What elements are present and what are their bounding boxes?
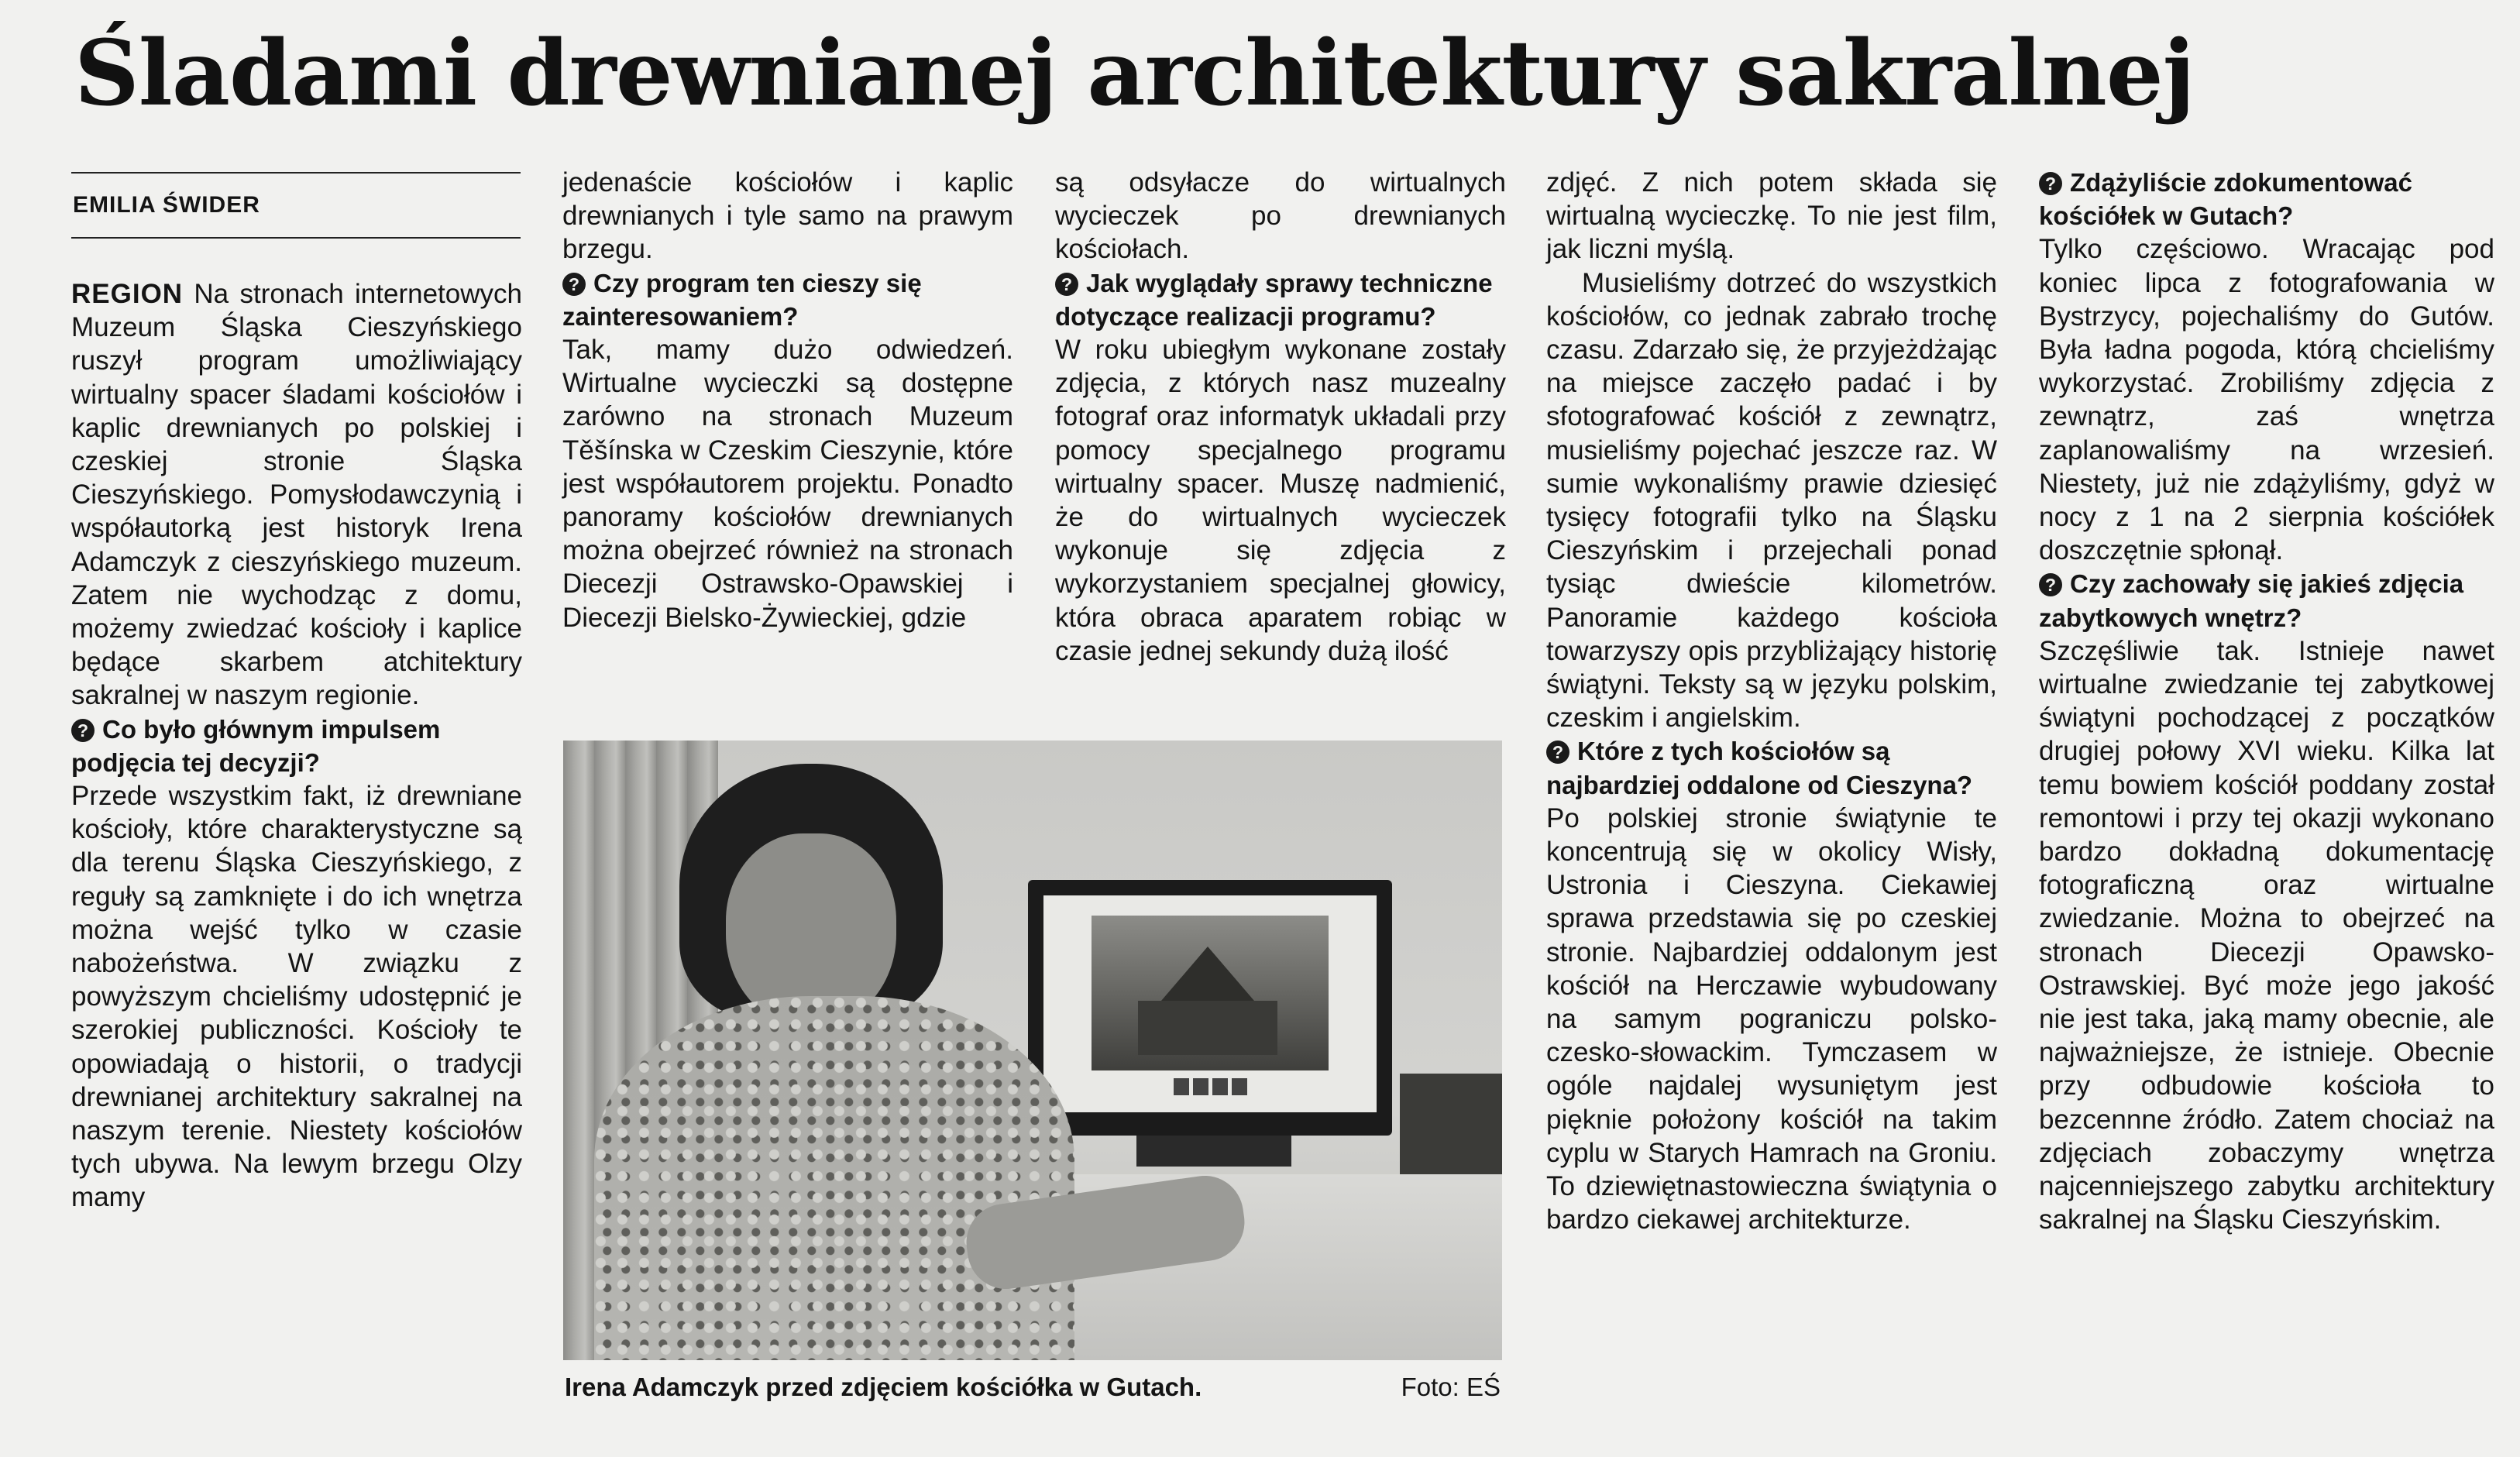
- question-3: [1055, 266, 1506, 333]
- answer-6: Szczęśliwie tak. Istnieje nawet wirtualne zwiedzanie tej zabytkowej świątyni pochodzącej z początków drugiej połowy XVI wieku. Kilka lat temu bowiem kościół poddany został remontowi i przy tej okazji wykonano bardzo dokładną dokumentację fotograficzną oraz wirtualne zwiedzanie. Można to obejrzeć na stronach Diecezji Opawsko-Ostrawskiej. Być może jego jakość nie jest taka, jaką mamy obecnie, ale najważniejsze, że istnieje. Obecnie przy odbudowie kościoła to bezcennne źródło. Zatem chociaż na zdjęciach zobaczymy wnętrza najcenniejszego zabytku architektury sakralnej na Śląsku Cieszyńskim.: [2039, 635, 2494, 1235]
- answer-2-continuation: są odsyłacze do wirtualnych wycieczek po drewnianych kościołach.: [1055, 167, 1506, 265]
- headline: Śladami drewnianej architektury sakralnej: [74, 21, 2195, 126]
- question-4-text: Które z tych kościołów są najbardziej oddalone od Cieszyna?: [1546, 737, 1973, 799]
- photo-irena-adamczyk: [563, 741, 1502, 1360]
- photo-person-body: [594, 996, 1074, 1360]
- question-4: [1546, 734, 1997, 801]
- question-mark-icon: ?: [2039, 172, 2062, 195]
- answer-1: Przede wszystkim fakt, iż drewniane kościoły, które charakterystyczne są dla terenu Śląska Cieszyńskiego, z reguły są zamknięte i do ich wnętrza można wejść tylko w czasie nabożeństwa. W związku z powyższym chcieliśmy udostępnić je szerokiej publiczności. Kościoły te opowiadają o historii, o tradycji drewnianej architektury sakralnej na naszym terenie. Niestety kościołów tych ubywa. Na lewym brzegu Olzy mamy: [71, 781, 522, 1213]
- column-3: [1055, 166, 1506, 668]
- byline-bottom-rule: [71, 237, 521, 239]
- question-1: [71, 713, 522, 779]
- question-2-text: Czy program ten cieszy się zainteresowaniem?: [562, 268, 922, 331]
- question-mark-icon: ?: [1055, 273, 1078, 296]
- photo-church-image: [1092, 916, 1329, 1070]
- question-mark-icon: ?: [71, 719, 95, 742]
- answer-5: Tylko częściowo. Wracając pod koniec lipca z fotografowania w Bystrzycy, pojechaliśmy do Gutów. Była ładna pogoda, którą chcieliśmy wykorzystać. Zrobiliśmy zdjęcia z zewnątrz, zaś wnętrza zaplanowaliśmy na wrzesień. Niestety, już nie zdążyliśmy, gdyż w nocy z 1 na 2 sierpnia kościółek doszczętnie spłonął.: [2039, 234, 2494, 566]
- church-roof-shape: [1161, 947, 1254, 1001]
- question-5-text: Zdążyliście zdokumentować kościółek w Gutach?: [2039, 168, 2412, 231]
- photo-thumbnails: [1174, 1078, 1251, 1095]
- question-1-text: Co było głównym impulsem podjęcia tej decyzji?: [71, 714, 441, 777]
- column-2: [562, 166, 1013, 634]
- question-3-text: Jak wyglądały sprawy techniczne dotyczące realizacji programu?: [1055, 268, 1493, 331]
- lead-paragraph: [71, 277, 522, 713]
- region-label: REGION: [71, 279, 184, 309]
- answer-1-continuation: jedenaście kościołów i kaplic drewnianych i tyle samo na prawym brzegu.: [562, 167, 1013, 265]
- photo-monitor-stand: [1136, 1136, 1291, 1167]
- photo-device: [1400, 1074, 1502, 1182]
- question-5: [2039, 166, 2494, 232]
- question-6-text: Czy zachowały się jakieś zdjęcia zabytkowych wnętrz?: [2039, 569, 2464, 632]
- column-5: [2039, 166, 2494, 1237]
- question-mark-icon: ?: [1546, 741, 1569, 764]
- column-4: [1546, 166, 1997, 1237]
- photo-credit: Foto: EŚ: [1401, 1373, 1501, 1401]
- question-6: [2039, 567, 2494, 634]
- answer-3: W roku ubiegłym wykonane zostały zdjęcia, z których nasz muzealny fotograf oraz informatyk układali przy pomocy specjalnego programu wirtualny spacer. Muszę nadmienić, że do wirtualnych wycieczek wykonuje się zdjęcia z wykorzystaniem specjalnej głowicy, która obraca aparatem robiąc w czasie jednej sekundy dużą ilość: [1055, 335, 1506, 666]
- church-body-shape: [1138, 1001, 1277, 1055]
- answer-4: Po polskiej stronie świątynie te koncentrują się w okolicy Wisły, Ustronia i Cieszyna. Ciekawiej sprawa przedstawia się po czeskiej stronie. Najbardziej oddalonym jest kościół na Herczawie wybudowany na samym pograniczu polsko-czesko-słowackim. Tymczasem w ogóle najdalej wysuniętym jest pięknie położony kościół na takim cyplu w Starych Hamrach na Groniu. To dziewiętnastowieczna świątynia o bardzo ciekawej architekturze.: [1546, 802, 1997, 1235]
- answer-2: Tak, mamy dużo odwiedzeń. Wirtualne wycieczki są dostępne zarówno na stronach Muzeum Těšínska w Czeskim Cieszynie, które jest współautorem projektu. Ponadto panoramy kościołów drewnianych można obejrzeć również na stronach Diecezji Ostrawsko-Opawskiej i Diecezji Bielsko-Żywieckiej, gdzie: [562, 335, 1013, 633]
- byline: EMILIA ŚWIDER: [73, 192, 260, 218]
- question-mark-icon: ?: [562, 273, 586, 296]
- lead-text: Na stronach internetowych Muzeum Śląska Cieszyńskiego ruszył program umożliwiający wirtualny spacer śladami kościołów i kaplic drewnianych po polskiej i czeskiej stronie Śląska Cieszyńskiego. Pomysłodawczynią i współautorką jest historyk Irena Adamczyk z cieszyńskiego muzeum. Zatem nie wychodząc z domu, możemy zwiedzać kościoły i kaplice będące skarbem atchitektury sakralnej w naszym regionie.: [71, 279, 522, 711]
- question-mark-icon: ?: [2039, 573, 2062, 596]
- photo-monitor-screen: [1043, 895, 1377, 1112]
- column-1: [71, 277, 522, 1215]
- photo-caption-text: Irena Adamczyk przed zdjęciem kościółka w Gutach.: [565, 1373, 1202, 1401]
- photo-caption: [565, 1369, 1501, 1405]
- answer-3-continuation-2: Musieliśmy dotrzeć do wszystkich kościołów, co jednak zabrało trochę czasu. Zdarzało się, że przyjeżdżając na miejsce zaczęło padać i by sfotografować kościół z zewnątrz, musieliśmy pojechać jeszcze raz. W sumie wykonaliśmy prawie dziesięć tysięcy fotografii tylko na Śląsku Cieszyńskim i przejechali ponad tysiąc dwieście kilometrów. Panoramie każdego kościoła towarzyszy opis przybliżający historię świątyni. Teksty są w języku polskim, czeskim i angielskim.: [1546, 267, 1997, 734]
- byline-top-rule: [71, 172, 521, 174]
- question-2: [562, 266, 1013, 333]
- answer-3-continuation: zdjęć. Z nich potem składa się wirtualną wycieczkę. To nie jest film, jak liczni myślą.: [1546, 167, 1997, 265]
- photo-monitor: [1028, 880, 1392, 1136]
